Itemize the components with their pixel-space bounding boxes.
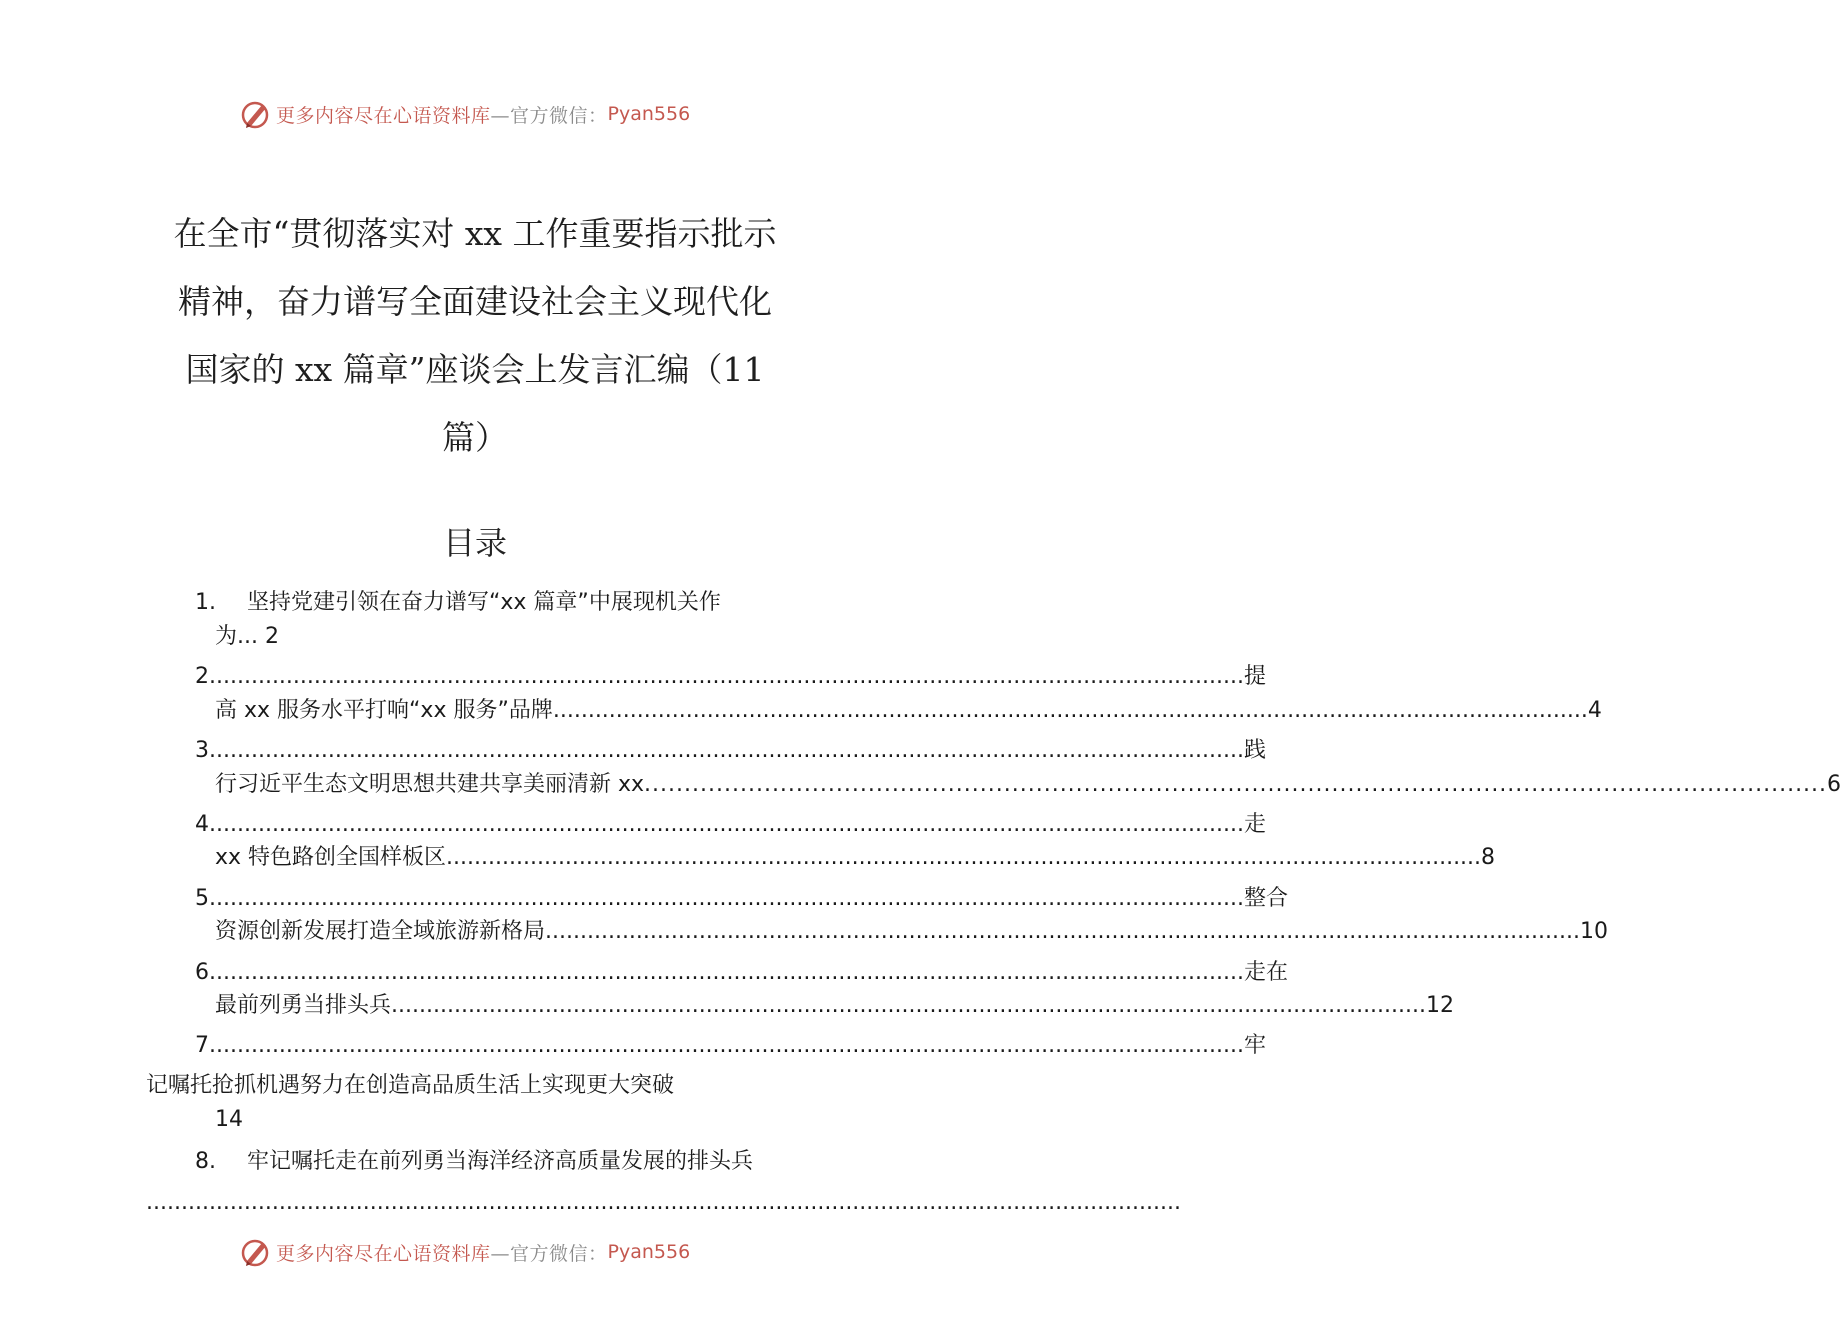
toc-entry-1-cont (215, 622, 279, 652)
toc-entry-number: 1. (195, 590, 216, 615)
watermark-separator: —官方微信： (490, 1242, 608, 1265)
toc-entry-5[interactable] (195, 884, 1289, 914)
toc-entry-title: 牢记嘱托走在前列勇当海洋经济高质量发展的排头兵 (247, 1149, 754, 1174)
toc-entry-8-leader (146, 1188, 1181, 1218)
leader-dots: .................................................................................................................................................... (209, 886, 1244, 911)
watermark-account: Pyan556 (607, 1241, 691, 1263)
leader-dots: .................................................................................................................................................... (446, 845, 1482, 870)
toc-entry-title-cont: 最前列勇当排头兵 (215, 993, 392, 1018)
pen-logo-icon (238, 1235, 272, 1269)
toc-entry-6[interactable] (195, 958, 1289, 988)
toc-entry-4-cont (215, 843, 1496, 873)
toc-page-number: 6 (1827, 772, 1841, 797)
toc-entry-number: 5 (195, 886, 209, 911)
toc-entry-number: 8. (195, 1149, 216, 1174)
leader-dots: .................................................................................................................................................... (209, 738, 1244, 763)
toc-entry-title-cont: xx 特色路创全国样板区 (215, 845, 447, 870)
toc-entry-title-cont: 高 xx 服务水平打响“xx 服务”品牌 (215, 698, 553, 723)
toc-entry-head: 走 (1244, 812, 1267, 837)
document-title (140, 200, 810, 472)
toc-entry-3[interactable] (195, 736, 1267, 766)
toc-page-number: 4 (1587, 698, 1602, 723)
watermark-header (238, 96, 690, 132)
toc-entry-2-cont (215, 696, 1602, 726)
toc-entry-5-cont (215, 917, 1609, 947)
toc-entry-number: 2 (195, 664, 209, 689)
toc-entry-head: 牢 (1244, 1033, 1267, 1058)
toc-entry-number: 3 (195, 738, 209, 763)
watermark-text: 更多内容尽在心语资料库 (276, 1242, 491, 1265)
title-line: 在全市“贯彻落实对 xx 工作重要指示批示 (173, 214, 777, 253)
watermark-text: 更多内容尽在心语资料库 (276, 104, 491, 127)
toc-entry-number: 7 (195, 1033, 209, 1058)
toc-page-number: 14 (215, 1107, 243, 1132)
title-line: 精神，奋力谱写全面建设社会主义现代化 (178, 282, 772, 321)
toc-entry-2[interactable] (195, 662, 1267, 692)
toc-page-number: 10 (1580, 919, 1609, 944)
leader-dots: .................................................................................................................................................... (545, 919, 1581, 944)
watermark-account: Pyan556 (607, 103, 691, 125)
leader-dots: .................................................................................................................................................... (209, 960, 1244, 985)
toc-entry-head: 整合 (1244, 886, 1289, 911)
leader-dots: .................................................................................................................................................... (644, 772, 1828, 797)
toc-entry-1[interactable] (195, 588, 721, 618)
leader-dots: .................................................................................................................................................... (209, 812, 1244, 837)
toc-entry-7-cont (146, 1071, 674, 1101)
toc-entry-7[interactable] (195, 1031, 1267, 1061)
toc-entry-head: 走在 (1244, 960, 1289, 985)
pen-logo-icon (238, 97, 272, 131)
watermark-footer (238, 1234, 690, 1270)
title-line: 篇） (442, 418, 508, 457)
toc-page-number: 12 (1426, 993, 1455, 1018)
toc-entry-title-cont: 资源创新发展打造全域旅游新格局 (215, 919, 546, 944)
toc-entry-head: 提 (1244, 664, 1267, 689)
toc-entry-3-cont (215, 770, 1841, 800)
leader-dots: .................................................................................................................................................... (391, 993, 1427, 1018)
leader-dots: .................................................................................................................................................... (552, 698, 1588, 723)
leader-dots: .................................................................................................................................................... (209, 664, 1244, 689)
toc-heading: 目录 (442, 524, 507, 562)
toc-entry-number: 6 (195, 960, 209, 985)
toc-entry-4[interactable] (195, 810, 1267, 840)
toc-entry-title-cont: 为... 2 (215, 624, 279, 649)
toc-entry-7-page (215, 1105, 243, 1135)
toc-entry-number: 4 (195, 812, 209, 837)
toc-entry-title-cont: 记嘱托抢抓机遇努力在创造高品质生活上实现更大突破 (146, 1073, 675, 1098)
leader-dots: .................................................................................................................................................... (209, 1033, 1244, 1058)
toc-entry-8[interactable] (195, 1147, 753, 1177)
watermark-separator: —官方微信： (490, 104, 608, 127)
toc-page-number: 8 (1481, 845, 1496, 870)
toc-entry-title: 坚持党建引领在奋力谱写“xx 篇章”中展现机关作 (247, 590, 721, 615)
toc-entry-title-cont: 行习近平生态文明思想共建共享美丽清新 xx (215, 772, 645, 797)
leader-dots: .................................................................................................................................................... (146, 1190, 1181, 1215)
title-line: 国家的 xx 篇章”座谈会上发言汇编（11 (185, 350, 765, 389)
toc-entry-6-cont (215, 991, 1455, 1021)
toc-entry-head: 践 (1244, 738, 1267, 763)
